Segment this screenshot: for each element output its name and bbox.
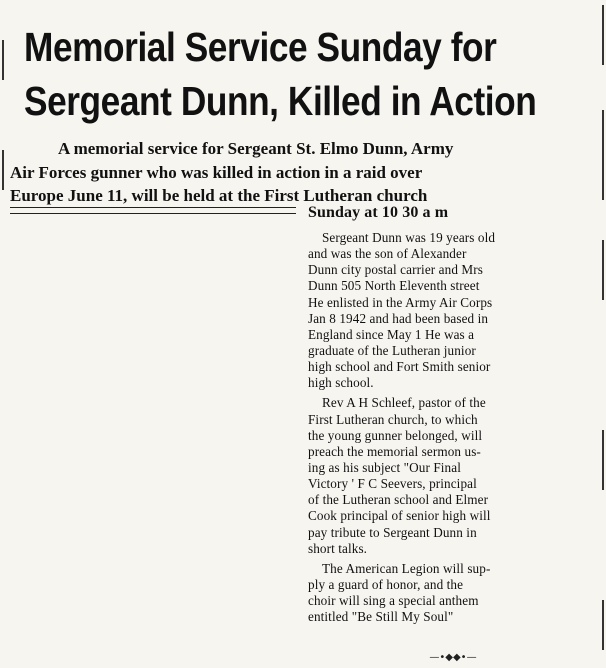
text-line: preach the memorial sermon us- (308, 443, 481, 459)
text-line: short talks. (308, 540, 368, 556)
clipping-edge-mark (2, 40, 4, 80)
text-line: He enlisted in the Army Air Corps (308, 294, 493, 310)
text-line: of the Lutheran school and Elmer (308, 492, 489, 508)
text-line: high school. (308, 375, 374, 391)
text-line: graduate of the Lutheran junior (308, 342, 476, 358)
text-line: Victory ' F C Seevers, principal (308, 476, 477, 492)
clipping-edge-mark (602, 110, 604, 200)
text-line: Cook principal of senior high will (308, 508, 491, 524)
headline-line-1: Memorial Service Sunday for (24, 24, 497, 70)
column-divider-rule (10, 207, 296, 214)
text-line: the young gunner belonged, will (308, 427, 483, 443)
clipping-edge-mark (2, 150, 4, 190)
text-line: Jan 8 1942 and had been based in (308, 310, 489, 326)
headline (24, 20, 537, 128)
headline-line-2: Sergeant Dunn, Killed in Action (24, 78, 537, 124)
text-line: ply a guard of honor, and the (308, 576, 464, 592)
text-line: ing as his subject "Our Final (308, 459, 461, 475)
clipping-edge-mark (602, 5, 604, 65)
article-column (308, 200, 600, 625)
paragraph-service-details (308, 395, 600, 556)
text-line: entitled "Be Still My Soul" (308, 609, 454, 625)
text-line: choir will sing a special anthem (308, 593, 479, 609)
text-line: Sergeant Dunn was 19 years old (322, 230, 496, 245)
lede-paragraph (10, 137, 600, 208)
clipping-edge-mark (602, 430, 604, 490)
text-line: pay tribute to Sergeant Dunn in (308, 524, 477, 540)
lede-continuation: Sunday at 10 30 a m (308, 204, 449, 221)
clipping-edge-mark (602, 240, 604, 300)
lede-line: A memorial service for Sergeant St. Elmo Dunn, Army (58, 139, 454, 158)
lede-line: Europe June 11, will be held at the First Lutheran church (10, 186, 428, 205)
text-line: and was the son of Alexander (308, 246, 467, 262)
paragraph-biography (308, 230, 600, 391)
text-line: Rev A H Schleef, pastor of the (322, 395, 486, 411)
text-line: Dunn 505 North Eleventh street (308, 278, 480, 294)
text-line: First Lutheran church, to which (308, 411, 478, 427)
text-line: England since May 1 He was a (308, 326, 475, 342)
clipping-edge-mark (602, 600, 604, 650)
text-line: The American Legion will sup- (322, 560, 491, 576)
lede-line: Air Forces gunner who was killed in action in a raid over (10, 162, 423, 182)
text-line: Dunn city postal carrier and Mrs (308, 262, 483, 278)
text-line: high school and Fort Smith senior (308, 359, 491, 375)
paragraph-legion (308, 561, 600, 626)
end-ornament-icon: —•◆◆•— (429, 652, 477, 663)
